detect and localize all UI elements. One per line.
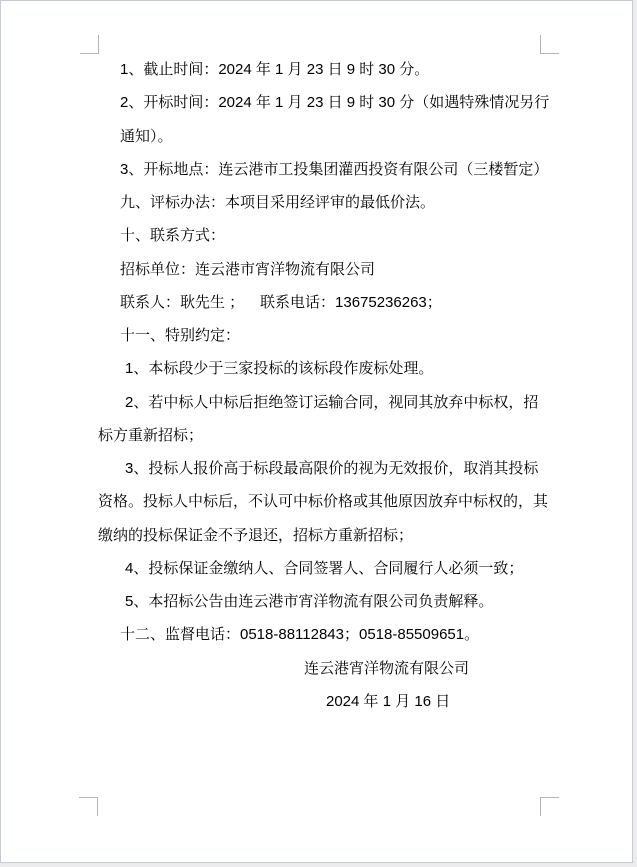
margin-crop-mark-bottom-left [79,797,98,816]
document-line: 1、截止时间：2024 年 1 月 23 日 9 时 30 分。 [120,61,430,78]
document-line: 3、开标地点：连云港市工投集团灌西投资有限公司（三楼暂定） [120,160,549,178]
document-line: 十二、监督电话：0518-88112843；0518-85509651。 [120,626,480,644]
margin-crop-mark-top-left [80,35,99,54]
document-line: 3、投标人报价高于标段最高限价的视为无效报价，取消其投标 [125,460,539,477]
document-line: 4、投标保证金缴纳人、合同签署人、合同履行人必须一致； [125,559,524,577]
document-line: 十、联系方式： [120,227,226,245]
document-line: 资格。投标人中标后，不认可中标价格或其他原因放弃中标权的，其 [98,493,549,511]
document-line: 通知）。 [120,127,173,145]
document-line: 2、开标时间：2024 年 1 月 23 日 9 时 30 分（如遇特殊情况另行 [120,94,550,112]
document-line: 缴纳的投标保证金不予退还，招标方重新招标； [98,526,414,544]
margin-crop-mark-bottom-right [540,797,559,816]
document-line: 标方重新招标； [98,426,204,444]
text-body [98,53,550,718]
document-line: 2、若中标人中标后拒绝签订运输合同，视同其放弃中标权，招 [125,393,539,411]
document-line: 2024 年 1 月 16 日 [326,692,451,710]
margin-crop-mark-top-right [540,35,559,54]
document-line: 连云港宵洋物流有限公司 [304,659,470,677]
document-line: 5、本招标公告由连云港市宵洋物流有限公司负责解释。 [125,593,494,610]
document-line: 联系人：耿先生 ； 联系电话：13675236263； [120,293,442,311]
document-line: 招标单位：连云港市宵洋物流有限公司 [120,260,376,278]
document-line: 十一、特别约定： [120,327,241,344]
document-line: 九、评标办法：本项目采用经评审的最低价法。 [120,194,436,211]
document-line: 1、本标段少于三家投标的该标段作废标处理。 [125,360,434,378]
